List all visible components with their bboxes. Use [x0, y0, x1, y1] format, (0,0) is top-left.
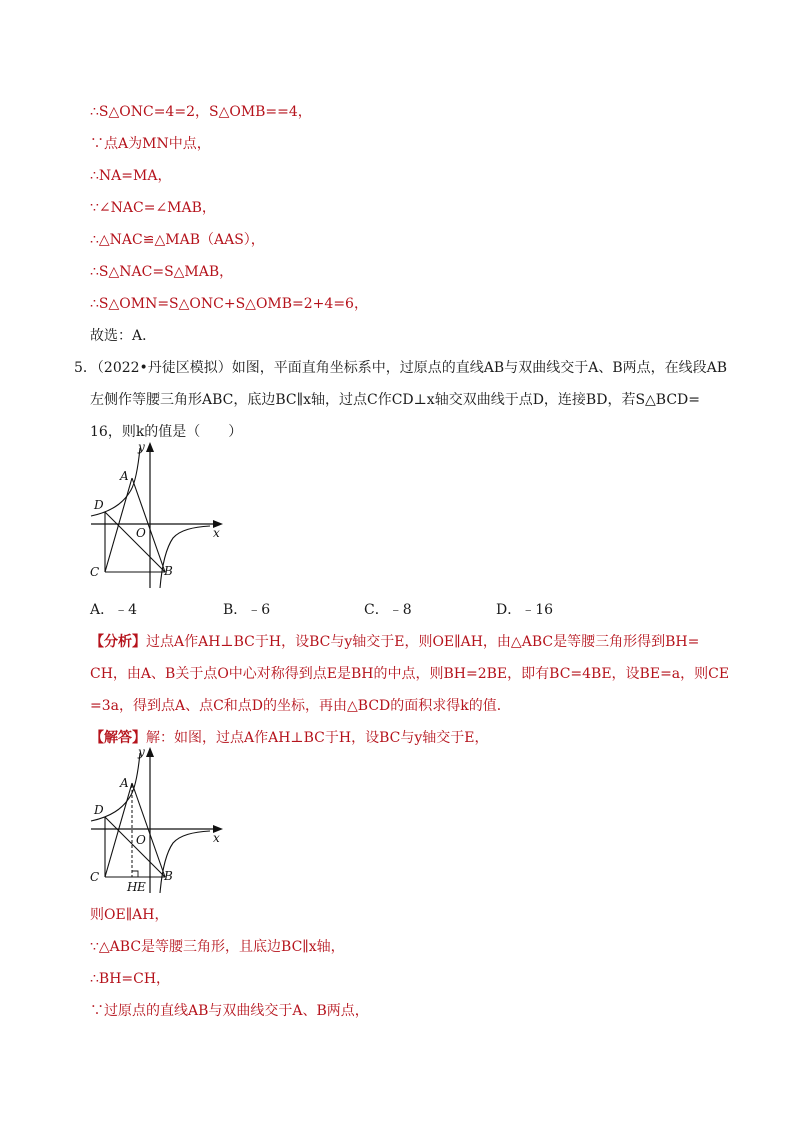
solution-line-3: ∴NA=MA，: [90, 168, 172, 184]
solution-answer: 故选：A．: [90, 328, 157, 344]
label-B: B: [164, 564, 173, 578]
option-c[interactable]: C．﹣8: [364, 602, 412, 618]
option-a[interactable]: A．﹣4: [90, 602, 138, 618]
label2-H: H: [127, 880, 138, 894]
question-figure: [85, 440, 235, 590]
question-line-1: 5．（2022•丹徒区模拟）如图，平面直角坐标系中，过原点的直线AB与双曲线交于A、B两点，在线段AB: [74, 360, 728, 376]
analysis-line-2: CH，由A、B关于点O中心对称得到点E是BH的中点，则BH=2BE，即有BC=4BE，设BE=a，则CE: [90, 666, 730, 682]
solution2-line-1: 【解答】解：如图，过点A作AH⊥BC于H，设BC与y轴交于E，: [90, 730, 489, 746]
analysis-line-1: 【分析】过点A作AH⊥BC于H，设BC与y轴交于E，则OE∥AH，由△ABC是等腰三角形得到BH=: [90, 634, 700, 650]
label-C: C: [90, 565, 100, 579]
label-x: x: [213, 526, 220, 540]
solution-figure: [85, 745, 235, 895]
option-d[interactable]: D．﹣16: [496, 602, 554, 618]
solution2-line-4: ∴BH=CH，: [90, 971, 171, 987]
label2-A: A: [120, 776, 129, 790]
label-D: D: [94, 498, 104, 512]
label2-x: x: [213, 831, 220, 845]
solution-line-1: ∴S△ONC=4=2，S△OMB==4，: [90, 104, 312, 120]
question-line-3: 16，则k的值是（ ）: [90, 424, 243, 440]
label2-D: D: [94, 803, 104, 817]
solution-line-2: ∵点A为MN中点，: [90, 136, 211, 152]
label2-E: E: [137, 880, 146, 894]
label2-C: C: [90, 870, 100, 884]
label2-O: O: [136, 833, 146, 847]
solution-line-5: ∴△NAC≌△MAB（AAS），: [90, 232, 265, 248]
label2-y: y: [138, 745, 145, 759]
solution-line-6: ∴S△NAC=S△MAB，: [90, 264, 234, 280]
label-O: O: [136, 526, 146, 540]
question-line-2: 左侧作等腰三角形ABC，底边BC∥x轴，过点C作CD⊥x轴交双曲线于点D，连接BD，若S△BCD=: [90, 392, 701, 408]
solution2-line-2: 则OE∥AH，: [90, 907, 169, 923]
analysis-line-3: =3a，得到点A、点C和点D的坐标，再由△BCD的面积求得k的值．: [90, 698, 511, 714]
label-y: y: [138, 440, 145, 454]
solution-line-7: ∴S△OMN=S△ONC+S△OMB=2+4=6，: [90, 296, 368, 312]
label2-B: B: [164, 869, 173, 883]
solution2-line-3: ∵△ABC是等腰三角形，且底边BC∥x轴，: [90, 939, 345, 955]
solution-line-4: ∵∠NAC=∠MAB，: [90, 200, 216, 216]
label-A: A: [120, 469, 129, 483]
solution2-line-5: ∵过原点的直线AB与双曲线交于A、B两点，: [90, 1003, 369, 1019]
option-b[interactable]: B．﹣6: [223, 602, 271, 618]
